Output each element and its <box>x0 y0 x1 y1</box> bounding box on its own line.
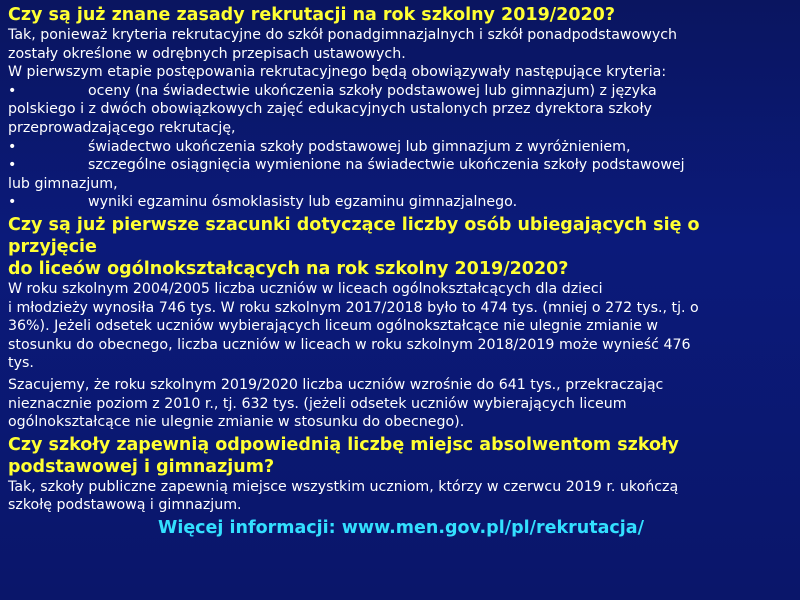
para-first-stage: W pierwszym etapie postępowania rekrutacyjnego będą obowiązywały następujące kryteria: <box>8 64 667 81</box>
bullet-marker: • <box>8 157 17 174</box>
para-forecast-line-2: nieznacznie poziom z 2010 r., tj. 632 tys. (jeżeli odsetek uczniów wybierających liceum <box>8 395 627 412</box>
para-places-line-1: Tak, szkoły publiczne zapewnią miejsce wszystkim uczniom, którzy w czerwcu 2019 r. ukończą <box>8 478 679 495</box>
para-students-line-2: i młodzieży wynosiła 746 tys. W roku szkolnym 2017/2018 było to 474 tys. (mniej o 272 tys., tj. o <box>8 299 699 316</box>
heading-places-line-1: Czy szkoły zapewnią odpowiednią liczbę miejsc absolwentom szkoły <box>8 434 679 455</box>
para-students-line-4: stosunku do obecnego, liczba uczniów w liceach w roku szkolnym 2018/2019 może wynieść 476 <box>8 336 691 353</box>
bullet-grades-line-2: polskiego i z dwóch obowiązkowych zajęć edukacyjnych ustalonych przez dyrektora szkoły <box>8 101 652 118</box>
para-criteria-line-1: Tak, ponieważ kryteria rekrutacyjne do szkół ponadgimnazjalnych i szkół ponadpodstawowych <box>8 27 678 43</box>
heading-recruitment-rules: Czy są już znane zasady rekrutacji na rok szkolny 2019/2020? <box>8 5 616 25</box>
bullet-text: oceny (na świadectwie ukończenia szkoły podstawowej lub gimnazjum) z języka <box>88 82 657 99</box>
para-forecast-line-3: ogólnokształcące nie ulegnie zmianie w stosunku do obecnego). <box>8 414 465 431</box>
bullet-grades-line-3: przeprowadzającego rekrutację, <box>8 119 236 136</box>
bullet-text: świadectwo ukończenia szkoły podstawowej lub gimnazjum z wyróżnieniem, <box>88 138 631 155</box>
bullet-marker: • <box>8 138 17 155</box>
para-forecast-line-1: Szacujemy, że roku szkolnym 2019/2020 liczba uczniów wzrośnie do 641 tys., przekraczając <box>8 376 664 393</box>
heading-estimates-line-1: Czy są już pierwsze szacunki dotyczące liczby osób ubiegających się o przyjęcie <box>8 214 700 257</box>
heading-estimates-line-2: do liceów ogólnokształcących na rok szkolny 2019/2020? <box>8 258 569 279</box>
para-criteria-line-2: zostały określone w odrębnych przepisach ustawowych. <box>8 45 406 62</box>
heading-places-line-2: podstawowej i gimnazjum? <box>8 456 275 477</box>
slide-content <box>8 4 794 539</box>
bullet-item-achievements <box>8 156 794 175</box>
para-students-line-1: W roku szkolnym 2004/2005 liczba uczniów w liceach ogólnokształcących dla dzieci <box>8 280 603 297</box>
bullet-item-exam-results <box>8 193 794 212</box>
bullet-achievements-line-2: lub gimnazjum, <box>8 175 118 192</box>
bullet-text: szczególne osiągnięcia wymienione na świadectwie ukończenia szkoły podstawowej <box>88 157 685 174</box>
bullet-marker: • <box>8 82 17 99</box>
more-info-link[interactable]: Więcej informacji: www.men.gov.pl/pl/rekrutacja/ <box>158 517 644 538</box>
para-students-line-3: 36%). Jeżeli odsetek uczniów wybierających liceum ogólnokształcące nie ulegnie zmianie w <box>8 318 658 335</box>
bullet-item-certificate <box>8 138 794 157</box>
bullet-text: wyniki egzaminu ósmoklasisty lub egzaminu gimnazjalnego. <box>88 194 518 211</box>
para-places-line-2: szkołę podstawową i gimnazjum. <box>8 497 242 514</box>
bullet-item-grades <box>8 82 794 101</box>
para-students-line-5: tys. <box>8 355 34 372</box>
bullet-marker: • <box>8 194 17 211</box>
